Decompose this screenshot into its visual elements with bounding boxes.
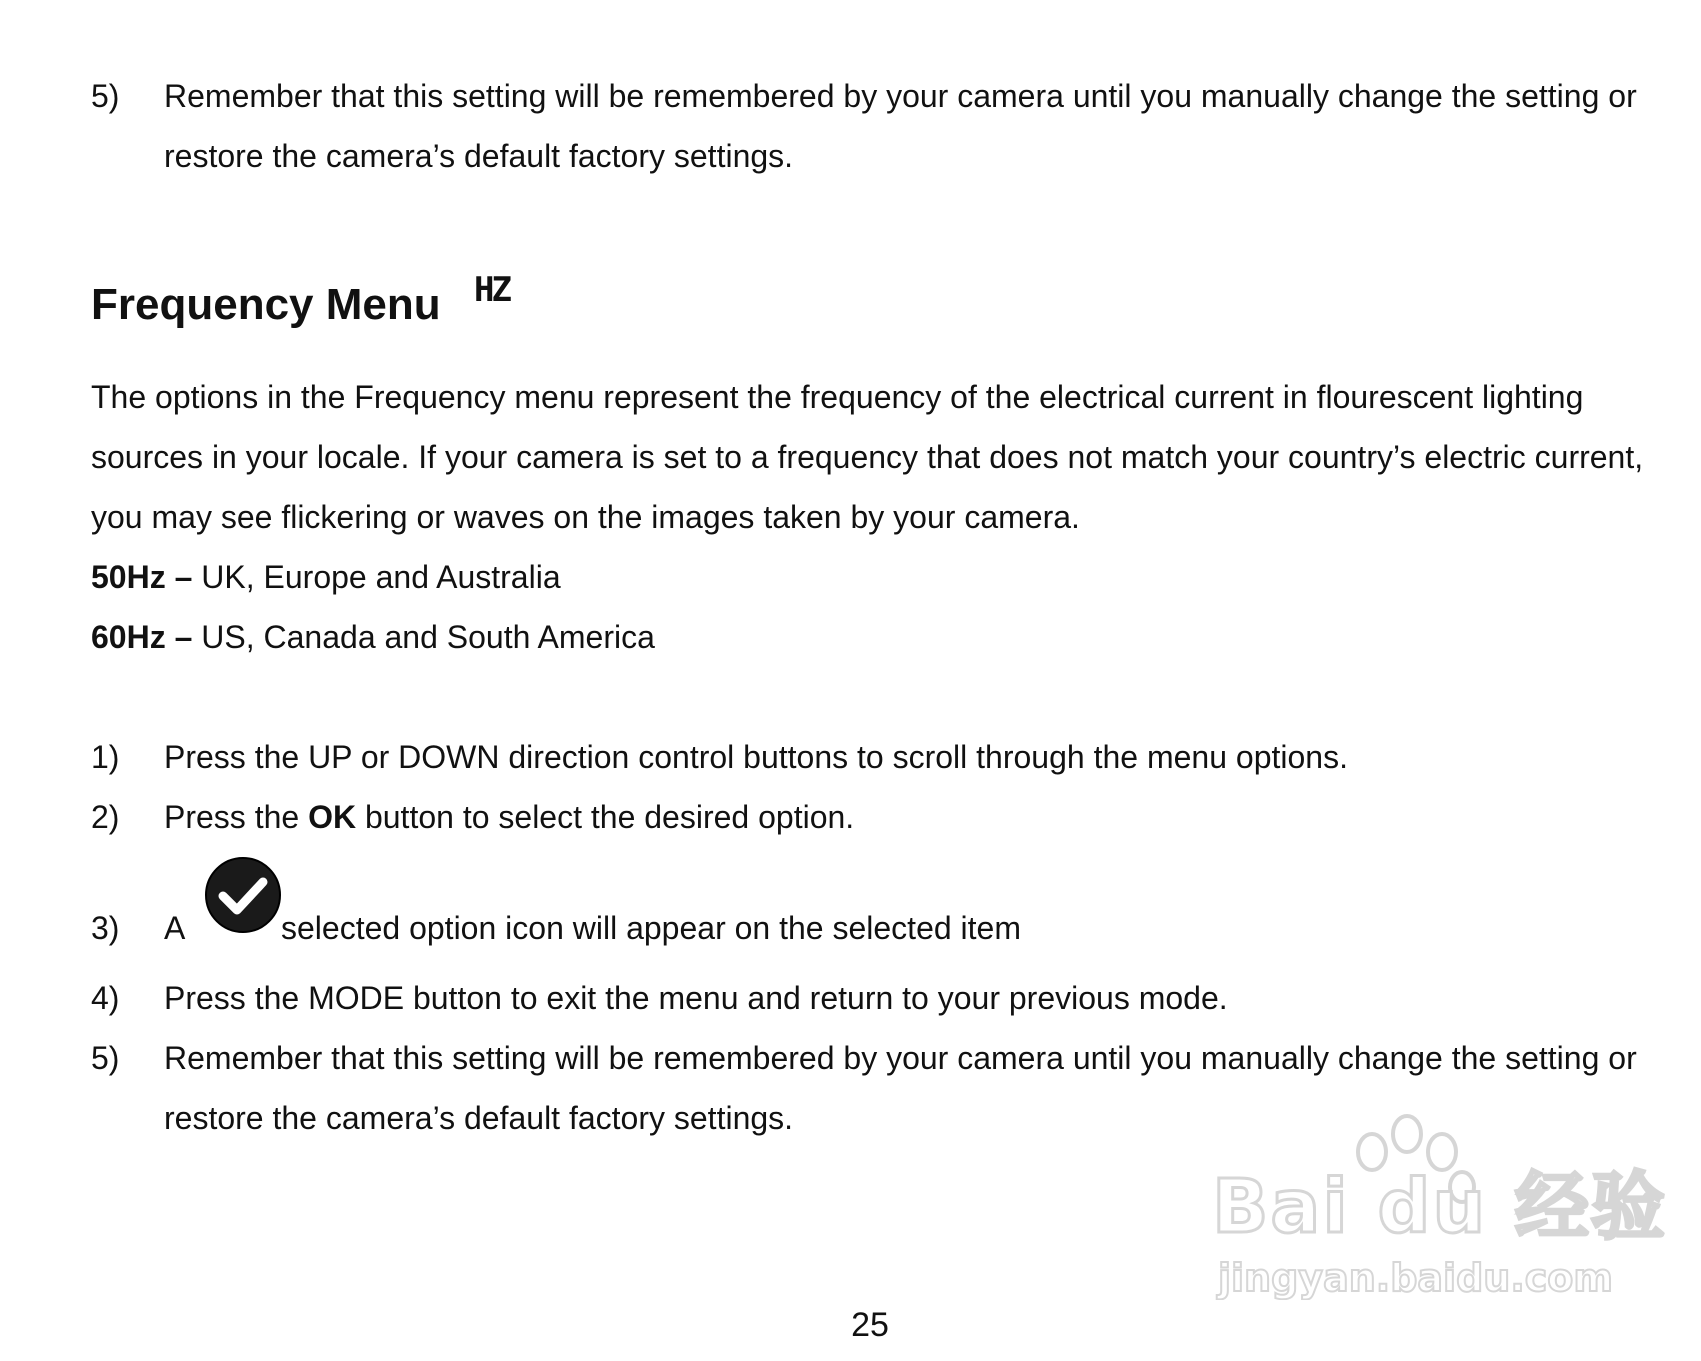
watermark-url: jingyan.baidu.com (1218, 1256, 1613, 1300)
watermark-brand: Bai du 经验 (1212, 1164, 1667, 1250)
intro-paragraph-line: The options in the Frequency menu represent the frequency of the electrical current in flourescent lighting (91, 379, 1584, 415)
step-number: 1) (91, 739, 120, 775)
section-heading: Frequency Menu (91, 280, 441, 329)
option-60hz (91, 617, 655, 657)
option-50hz (91, 557, 561, 597)
step-text-continued: restore the camera’s default factory settings. (164, 1100, 794, 1136)
intro-paragraph-line: you may see flickering or waves on the images taken by your camera. (91, 499, 1080, 535)
step-number: 3) (91, 910, 120, 946)
step-text-post: button to select the desired option. (356, 799, 855, 835)
page-number: 25 (851, 1306, 889, 1344)
step-number: 5) (91, 78, 120, 114)
baidu-watermark (1212, 1112, 1667, 1300)
option-label: 60Hz – (91, 619, 193, 655)
step-text: Remember that this setting will be remembered by your camera until you manually change the setting or (164, 78, 1637, 114)
hz-icon: HZ (474, 270, 509, 310)
ok-button-name: OK (308, 799, 357, 835)
check-circle-icon (204, 856, 282, 934)
step-number: 4) (91, 980, 120, 1016)
option-label: 50Hz – (91, 559, 193, 595)
step-text-pre: Press the (164, 799, 309, 835)
step-text: Press the MODE button to exit the menu and return to your previous mode. (164, 980, 1228, 1016)
step-number: 5) (91, 1040, 120, 1076)
option-text: UK, Europe and Australia (201, 559, 561, 595)
step-text: Press the UP or DOWN direction control buttons to scroll through the menu options. (164, 739, 1348, 775)
step-number: 2) (91, 799, 120, 835)
option-text: US, Canada and South America (201, 619, 655, 655)
step-text-pre: A (164, 910, 186, 946)
step-text: Remember that this setting will be remembered by your camera until you manually change the setting or (164, 1040, 1637, 1076)
step-text-continued: restore the camera’s default factory settings. (164, 138, 794, 174)
step-text (164, 797, 854, 837)
step-text-post: selected option icon will appear on the selected item (281, 910, 1021, 946)
intro-paragraph-line: sources in your locale. If your camera is set to a frequency that does not match your country’s electric current, (91, 439, 1644, 475)
